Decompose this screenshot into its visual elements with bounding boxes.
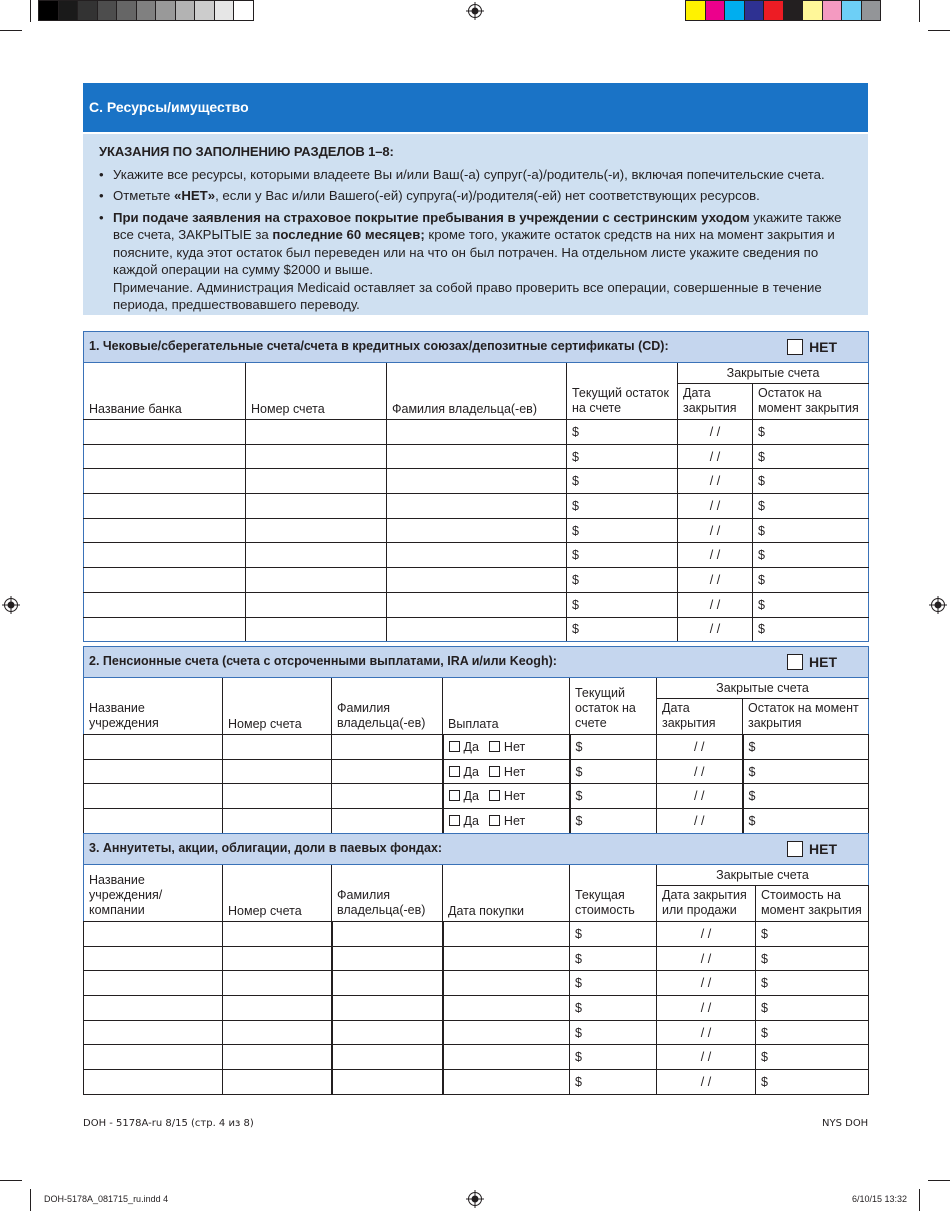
- closing-balance-field[interactable]: $: [743, 784, 869, 809]
- color-swatch: [783, 0, 804, 21]
- no-label: Нет: [503, 789, 526, 804]
- crop-mark: [928, 1180, 950, 1181]
- yes-label: Да: [463, 813, 479, 828]
- bank-accounts-table: [83, 331, 869, 642]
- current-balance-field[interactable]: $: [567, 543, 678, 568]
- table-row: [84, 494, 869, 519]
- closing-value-field[interactable]: $: [756, 971, 869, 996]
- account-number-field[interactable]: [246, 518, 387, 543]
- no-label: Нет: [503, 739, 526, 754]
- instructions-heading: УКАЗАНИЯ ПО ЗАПОЛНЕНИЮ РАЗДЕЛОВ 1–8:: [99, 144, 394, 159]
- closing-balance-field[interactable]: $: [753, 444, 869, 469]
- column-header: Дата закрытия: [657, 699, 743, 735]
- no-checkbox[interactable]: [489, 815, 500, 826]
- close-date-field[interactable]: / /: [657, 735, 743, 760]
- bank-name-field[interactable]: [84, 444, 246, 469]
- closing-balance-field[interactable]: $: [753, 420, 869, 445]
- payment-options: [443, 784, 570, 809]
- column-header: Дата закрытия: [678, 384, 753, 420]
- owner-name-field[interactable]: [332, 809, 443, 834]
- no-checkbox[interactable]: [489, 766, 500, 777]
- current-value-field[interactable]: $: [570, 1070, 657, 1095]
- color-swatch: [38, 0, 59, 21]
- account-number-field[interactable]: [246, 568, 387, 593]
- bank-name-field[interactable]: [84, 518, 246, 543]
- current-balance-field[interactable]: $: [570, 809, 657, 834]
- current-value-field[interactable]: $: [570, 1045, 657, 1070]
- color-swatch: [233, 0, 254, 21]
- process-color-bar: [685, 0, 880, 21]
- table-row: [84, 1020, 869, 1045]
- crop-mark: [30, 1189, 31, 1211]
- owner-name-field[interactable]: [332, 946, 443, 971]
- table-row: [84, 1070, 869, 1095]
- no-label: Нет: [503, 764, 526, 779]
- table-title: 3. Аннуитеты, акции, облигации, доли в паевых фондах:: [89, 841, 443, 855]
- current-balance-field[interactable]: $: [567, 444, 678, 469]
- column-header: Название учреждения: [84, 678, 223, 735]
- closed-accounts-header: Закрытые счета: [678, 363, 869, 384]
- yes-checkbox[interactable]: [449, 815, 460, 826]
- agency-label: NYS DOH: [822, 1118, 869, 1129]
- column-header: Дата покупки: [443, 865, 570, 922]
- institution-name-field[interactable]: [84, 971, 223, 996]
- registration-mark-icon: [466, 1190, 484, 1208]
- payment-options: [443, 759, 570, 784]
- instructions-panel: [83, 134, 868, 315]
- close-date-field[interactable]: / /: [657, 784, 743, 809]
- current-balance-field[interactable]: $: [570, 759, 657, 784]
- column-header: Номер счета: [223, 865, 332, 922]
- retirement-accounts-table: [83, 646, 869, 834]
- closing-balance-field[interactable]: $: [743, 759, 869, 784]
- close-date-field[interactable]: / /: [657, 946, 756, 971]
- yes-label: Да: [463, 739, 479, 754]
- table-row: [84, 1045, 869, 1070]
- close-date-field[interactable]: / /: [678, 518, 753, 543]
- column-header: Текущий остаток на счете: [570, 678, 657, 735]
- institution-name-field[interactable]: [84, 1045, 223, 1070]
- close-date-field[interactable]: / /: [657, 971, 756, 996]
- account-number-field[interactable]: [246, 592, 387, 617]
- close-date-field[interactable]: / /: [657, 759, 743, 784]
- color-swatch: [155, 0, 176, 21]
- owner-name-field[interactable]: [332, 735, 443, 760]
- checkbox-icon[interactable]: [787, 654, 803, 670]
- current-value-field[interactable]: $: [570, 946, 657, 971]
- institution-name-field[interactable]: [84, 922, 223, 947]
- current-balance-field[interactable]: $: [567, 568, 678, 593]
- owner-name-field[interactable]: [387, 617, 567, 642]
- current-balance-field[interactable]: $: [567, 420, 678, 445]
- closing-balance-field[interactable]: $: [753, 592, 869, 617]
- registration-mark-icon: [466, 2, 484, 20]
- table-title: 2. Пенсионные счета (счета с отсроченными выплатами, IRA и/или Keogh):: [89, 654, 557, 668]
- checkbox-icon[interactable]: [787, 339, 803, 355]
- none-checkbox[interactable]: НЕТ: [787, 654, 837, 670]
- owner-name-field[interactable]: [332, 784, 443, 809]
- closing-balance-field[interactable]: $: [753, 543, 869, 568]
- owner-name-field[interactable]: [332, 1045, 443, 1070]
- closing-balance-field[interactable]: $: [753, 518, 869, 543]
- institution-name-field[interactable]: [84, 996, 223, 1021]
- institution-name-field[interactable]: [84, 1020, 223, 1045]
- closing-balance-field[interactable]: $: [753, 568, 869, 593]
- no-label: Нет: [503, 813, 526, 828]
- column-header: Остаток на момент закрытия: [753, 384, 869, 420]
- current-balance-field[interactable]: $: [570, 735, 657, 760]
- table-row: [84, 735, 869, 760]
- registration-mark-icon: [929, 596, 947, 614]
- account-number-field[interactable]: [223, 1045, 332, 1070]
- print-timestamp: 6/10/15 13:32: [852, 1194, 908, 1204]
- purchase-date-field[interactable]: [443, 946, 570, 971]
- account-number-field[interactable]: [223, 809, 332, 834]
- color-swatch: [724, 0, 745, 21]
- yes-checkbox[interactable]: [449, 766, 460, 777]
- table-row: [84, 543, 869, 568]
- current-value-field[interactable]: $: [570, 1020, 657, 1045]
- table-row: [84, 996, 869, 1021]
- account-number-field[interactable]: [246, 444, 387, 469]
- crop-mark: [919, 0, 920, 22]
- crop-mark: [30, 0, 31, 22]
- crop-mark: [0, 1180, 22, 1181]
- close-date-field[interactable]: / /: [657, 1020, 756, 1045]
- column-header: Номер счета: [223, 678, 332, 735]
- yes-checkbox[interactable]: [449, 741, 460, 752]
- close-date-field[interactable]: / /: [678, 444, 753, 469]
- closing-value-field[interactable]: $: [756, 922, 869, 947]
- owner-name-field[interactable]: [387, 420, 567, 445]
- table-row: [84, 784, 869, 809]
- yes-label: Да: [463, 764, 479, 779]
- column-header: Название банка: [84, 363, 246, 420]
- owner-name-field[interactable]: [332, 922, 443, 947]
- closed-accounts-header: Закрытые счета: [657, 865, 869, 886]
- table-row: [84, 946, 869, 971]
- account-number-field[interactable]: [246, 420, 387, 445]
- color-swatch: [822, 0, 843, 21]
- close-date-field[interactable]: / /: [678, 592, 753, 617]
- closing-balance-field[interactable]: $: [743, 809, 869, 834]
- no-checkbox[interactable]: [489, 741, 500, 752]
- none-checkbox[interactable]: НЕТ: [787, 841, 837, 857]
- closing-value-field[interactable]: $: [756, 996, 869, 1021]
- column-header: Дата закрытия или продажи: [657, 886, 756, 922]
- purchase-date-field[interactable]: [443, 1070, 570, 1095]
- bank-name-field[interactable]: [84, 543, 246, 568]
- column-header: Номер счета: [246, 363, 387, 420]
- close-date-field[interactable]: / /: [678, 543, 753, 568]
- color-swatch: [802, 0, 823, 21]
- institution-name-field[interactable]: [84, 735, 223, 760]
- column-header: Текущий остаток на счете: [567, 363, 678, 420]
- table-row: [84, 444, 869, 469]
- color-swatch: [685, 0, 706, 21]
- account-number-field[interactable]: [223, 996, 332, 1021]
- registration-mark-icon: [2, 596, 20, 614]
- color-swatch: [58, 0, 79, 21]
- instruction-note: Примечание. Администрация Medicaid оставляет за собой право проверить все операции, совершенные в течение периода, предшествовавшего переводу.: [113, 279, 822, 312]
- section-title: C. Ресурсы/имущество: [83, 83, 868, 132]
- owner-name-field[interactable]: [332, 996, 443, 1021]
- checkbox-icon[interactable]: [787, 841, 803, 857]
- close-date-field[interactable]: / /: [678, 617, 753, 642]
- current-value-field[interactable]: $: [570, 971, 657, 996]
- column-header: Название учреждения/ компании: [84, 865, 223, 922]
- institution-name-field[interactable]: [84, 784, 223, 809]
- closed-accounts-header: Закрытые счета: [657, 678, 869, 699]
- account-number-field[interactable]: [223, 1020, 332, 1045]
- payment-options: [443, 735, 570, 760]
- closing-balance-field[interactable]: $: [753, 494, 869, 519]
- institution-name-field[interactable]: [84, 759, 223, 784]
- owner-name-field[interactable]: [332, 1070, 443, 1095]
- instruction-item: • Отметьте «НЕТ», если у Вас и/или Вашего(-ей) супруга(-и)/родителя(-ей) нет соответствующих ресурсов.: [99, 187, 852, 205]
- current-value-field[interactable]: $: [570, 996, 657, 1021]
- current-balance-field[interactable]: $: [567, 469, 678, 494]
- current-value-field[interactable]: $: [570, 922, 657, 947]
- color-swatch: [214, 0, 235, 21]
- account-number-field[interactable]: [223, 735, 332, 760]
- purchase-date-field[interactable]: [443, 1045, 570, 1070]
- current-balance-field[interactable]: $: [567, 494, 678, 519]
- color-swatch: [77, 0, 98, 21]
- instruction-item: • Укажите все ресурсы, которыми владеете Вы и/или Ваш(-а) супруг(-а)/родитель(-и), включая попечительские счета.: [99, 166, 852, 184]
- closing-value-field[interactable]: $: [756, 1020, 869, 1045]
- color-swatch: [861, 0, 882, 21]
- close-date-field[interactable]: / /: [678, 420, 753, 445]
- color-swatch: [744, 0, 765, 21]
- account-number-field[interactable]: [223, 922, 332, 947]
- owner-name-field[interactable]: [332, 971, 443, 996]
- close-date-field[interactable]: / /: [657, 996, 756, 1021]
- account-number-field[interactable]: [223, 759, 332, 784]
- close-date-field[interactable]: / /: [678, 469, 753, 494]
- bank-name-field[interactable]: [84, 568, 246, 593]
- payment-options: [443, 809, 570, 834]
- account-number-field[interactable]: [223, 784, 332, 809]
- owner-name-field[interactable]: [387, 518, 567, 543]
- column-header: Фамилия владельца(-ев): [332, 865, 443, 922]
- owner-name-field[interactable]: [332, 759, 443, 784]
- crop-mark: [928, 30, 950, 31]
- purchase-date-field[interactable]: [443, 1020, 570, 1045]
- table-title: 1. Чековые/сберегательные счета/счета в кредитных союзах/депозитные сертификаты (CD):: [89, 339, 669, 353]
- column-header: Текущая стоимость: [570, 865, 657, 922]
- bank-name-field[interactable]: [84, 469, 246, 494]
- color-swatch: [175, 0, 196, 21]
- owner-name-field[interactable]: [387, 444, 567, 469]
- close-date-field[interactable]: / /: [678, 494, 753, 519]
- none-checkbox[interactable]: НЕТ: [787, 339, 837, 355]
- table-row: [84, 759, 869, 784]
- bank-name-field[interactable]: [84, 420, 246, 445]
- table-row: [84, 617, 869, 642]
- file-slug: DOH-5178A_081715_ru.indd 4: [44, 1194, 169, 1204]
- table-row: [84, 568, 869, 593]
- owner-name-field[interactable]: [332, 1020, 443, 1045]
- account-number-field[interactable]: [246, 617, 387, 642]
- bank-name-field[interactable]: [84, 494, 246, 519]
- institution-name-field[interactable]: [84, 1070, 223, 1095]
- table-row: [84, 809, 869, 834]
- color-swatch: [116, 0, 137, 21]
- color-swatch: [97, 0, 118, 21]
- crop-mark: [0, 30, 22, 31]
- closing-balance-field[interactable]: $: [743, 735, 869, 760]
- account-number-field[interactable]: [246, 543, 387, 568]
- bank-name-field[interactable]: [84, 592, 246, 617]
- account-number-field[interactable]: [246, 469, 387, 494]
- owner-name-field[interactable]: [387, 592, 567, 617]
- column-header: Остаток на момент закрытия: [743, 699, 869, 735]
- purchase-date-field[interactable]: [443, 996, 570, 1021]
- column-header: Выплата: [443, 678, 570, 735]
- instruction-item: • При подаче заявления на страховое покрытие пребывания в учреждении с сестринским уходом укажите также все счета, ЗАКРЫТЫЕ за последние 60 месяцев; кроме того, укажите остаток средств на них на момент закрытия и поясните, куда этот остаток был переведен или на что он был потрачен. На отдельном листе укажите сведения по каждой операции на сумму $2000 и выше. Примечание. Администрация Medicaid оставляет за собой право проверить все операции, совершенные в течение периода, предшествовавшего переводу.: [99, 209, 852, 314]
- closing-balance-field[interactable]: $: [753, 469, 869, 494]
- grayscale-color-bar: [38, 0, 253, 21]
- no-checkbox[interactable]: [489, 790, 500, 801]
- closing-balance-field[interactable]: $: [753, 617, 869, 642]
- close-date-field[interactable]: / /: [678, 568, 753, 593]
- owner-name-field[interactable]: [387, 469, 567, 494]
- institution-name-field[interactable]: [84, 946, 223, 971]
- account-number-field[interactable]: [223, 971, 332, 996]
- current-balance-field[interactable]: $: [570, 784, 657, 809]
- color-swatch: [705, 0, 726, 21]
- closing-value-field[interactable]: $: [756, 1045, 869, 1070]
- column-header: Фамилия владельца(-ев): [387, 363, 567, 420]
- owner-name-field[interactable]: [387, 568, 567, 593]
- owner-name-field[interactable]: [387, 494, 567, 519]
- yes-label: Да: [463, 789, 479, 804]
- bank-name-field[interactable]: [84, 617, 246, 642]
- yes-checkbox[interactable]: [449, 790, 460, 801]
- color-swatch: [136, 0, 157, 21]
- column-header: Фамилия владельца(-ев): [332, 678, 443, 735]
- table-row: [84, 592, 869, 617]
- account-number-field[interactable]: [223, 946, 332, 971]
- table-row: [84, 518, 869, 543]
- purchase-date-field[interactable]: [443, 971, 570, 996]
- owner-name-field[interactable]: [387, 543, 567, 568]
- close-date-field[interactable]: / /: [657, 1045, 756, 1070]
- color-swatch: [194, 0, 215, 21]
- table-row: [84, 420, 869, 445]
- crop-mark: [919, 1189, 920, 1211]
- close-date-field[interactable]: / /: [657, 809, 743, 834]
- column-header: Стоимость на момент закрытия: [756, 886, 869, 922]
- current-balance-field[interactable]: $: [567, 617, 678, 642]
- table-row: [84, 469, 869, 494]
- close-date-field[interactable]: / /: [657, 1070, 756, 1095]
- account-number-field[interactable]: [246, 494, 387, 519]
- closing-value-field[interactable]: $: [756, 946, 869, 971]
- table-row: [84, 971, 869, 996]
- institution-name-field[interactable]: [84, 809, 223, 834]
- form-id: DOH - 5178A-ru 8/15 (стр. 4 из 8): [83, 1118, 254, 1129]
- purchase-date-field[interactable]: [443, 922, 570, 947]
- current-balance-field[interactable]: $: [567, 592, 678, 617]
- investments-table: [83, 833, 869, 1095]
- color-swatch: [841, 0, 862, 21]
- color-swatch: [763, 0, 784, 21]
- table-row: [84, 922, 869, 947]
- closing-value-field[interactable]: $: [756, 1070, 869, 1095]
- current-balance-field[interactable]: $: [567, 518, 678, 543]
- close-date-field[interactable]: / /: [657, 922, 756, 947]
- account-number-field[interactable]: [223, 1070, 332, 1095]
